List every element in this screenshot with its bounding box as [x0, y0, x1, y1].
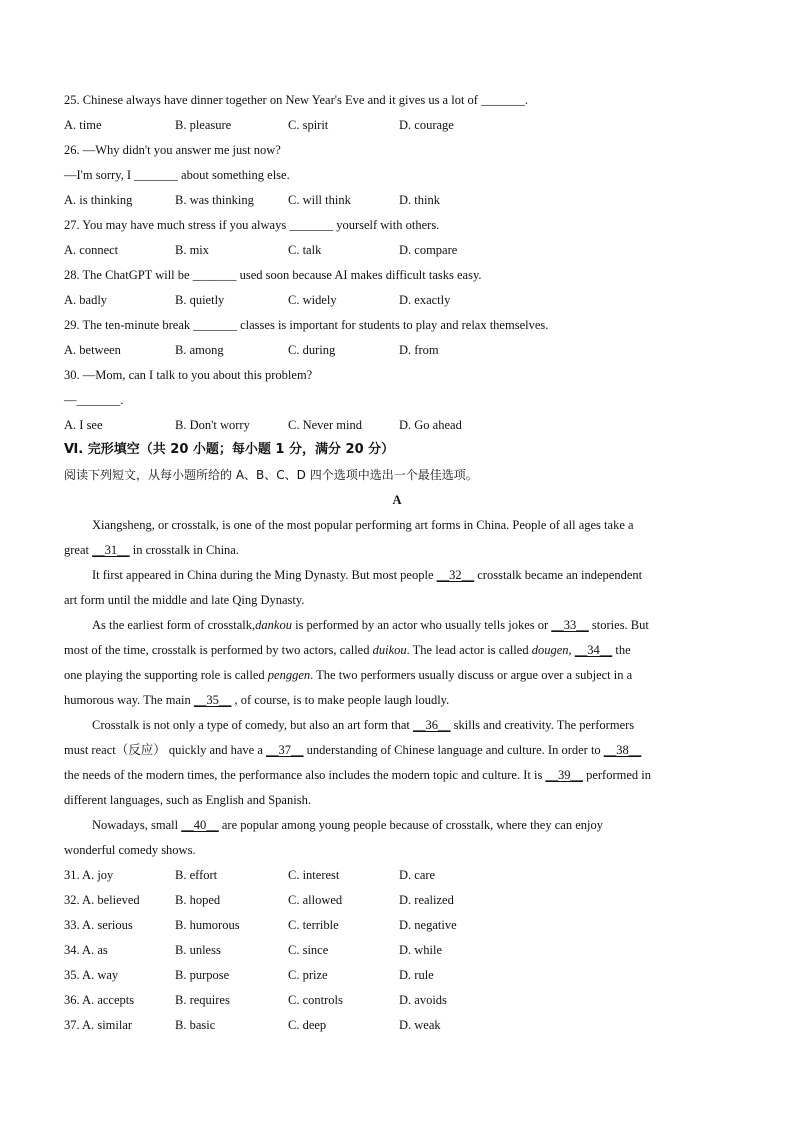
q35-option-c: C. prize — [288, 968, 328, 982]
question-29-stem: 29. The ten-minute break _______ classes is important for students to play and relax themselves. — [64, 318, 549, 332]
blank-35: __35__ — [193, 693, 232, 707]
q26-option-d: D. think — [399, 193, 440, 207]
passage-line: one playing the supporting role is called penggen. The two performers usually discuss or argue over a subject in a — [64, 668, 633, 682]
q36-option-a: 36. A. accepts — [64, 993, 135, 1007]
q32-option-c: C. allowed — [288, 893, 343, 907]
q32-option-a: 32. A. believed — [64, 893, 140, 907]
q32-option-d: D. realized — [399, 893, 454, 907]
q29-option-c: C. during — [288, 343, 336, 357]
passage-line: As the earliest form of crosstalk,dankou is performed by an actor who usually tells jokes or __33__ stories. But — [92, 618, 649, 632]
blank-33: __33__ — [551, 618, 589, 632]
q30-option-c: C. Never mind — [288, 418, 362, 432]
blank-39: __39__ — [545, 768, 583, 782]
blank-37: __37__ — [266, 743, 304, 757]
q25-option-c: C. spirit — [288, 118, 329, 132]
q33-option-a: 33. A. serious — [64, 918, 133, 932]
blank-40: __40__ — [181, 818, 219, 832]
q28-option-a: A. badly — [64, 293, 108, 307]
passage-line: great __31__ in crosstalk in China. — [64, 543, 239, 557]
section-heading: Ⅵ. 完形填空（共 20 小题；每小题 1 分，满分 20 分） — [64, 442, 395, 457]
q29-option-b: B. among — [175, 343, 224, 357]
passage-line: must react（反应） quickly and have a __37__ understanding of Chinese language and culture. In order to __38__ — [64, 743, 642, 757]
q26-option-b: B. was thinking — [175, 193, 254, 207]
blank-36: __36__ — [413, 718, 451, 732]
q29-option-a: A. between — [64, 343, 121, 357]
blank-32: __32__ — [436, 568, 475, 582]
q34-option-a: 34. A. as — [64, 943, 108, 957]
question-26-stem: 26. —Why didn't you answer me just now? — [64, 143, 281, 157]
question-30-stem: 30. —Mom, can I talk to you about this problem? — [64, 368, 313, 382]
question-26-stem-reply: —I'm sorry, I _______ about something else. — [64, 168, 290, 182]
q31-option-b: B. effort — [175, 868, 218, 882]
q25-option-b: B. pleasure — [175, 118, 232, 132]
q26-option-a: A. is thinking — [64, 193, 133, 207]
q31-option-a: 31. A. joy — [64, 868, 114, 882]
section-instruction: 阅读下列短文，从每小题所给的 A、B、C、D 四个选项中选出一个最佳选项。 — [64, 468, 478, 482]
passage-line: Crosstalk is not only a type of comedy, but also an art form that __36__ skills and creativity. The performers — [92, 718, 635, 732]
q35-option-a: 35. A. way — [64, 968, 119, 982]
question-25-stem: 25. Chinese always have dinner together on New Year's Eve and it gives us a lot of _______. — [64, 93, 528, 107]
q28-option-d: D. exactly — [399, 293, 451, 307]
q37-option-d: D. weak — [399, 1018, 441, 1032]
q35-option-b: B. purpose — [175, 968, 230, 982]
q26-option-c: C. will think — [288, 193, 351, 207]
q35-option-d: D. rule — [399, 968, 434, 982]
q34-option-d: D. while — [399, 943, 443, 957]
q34-option-c: C. since — [288, 943, 329, 957]
q27-option-b: B. mix — [175, 243, 210, 257]
question-27-stem: 27. You may have much stress if you always _______ yourself with others. — [64, 218, 440, 232]
q37-option-c: C. deep — [288, 1018, 327, 1032]
passage-line: It first appeared in China during the Ming Dynasty. But most people __32__ crosstalk became an independent — [92, 568, 643, 582]
q29-option-d: D. from — [399, 343, 439, 357]
q25-option-d: D. courage — [399, 118, 454, 132]
passage-line: Xiangsheng, or crosstalk, is one of the most popular performing art forms in China. People of all ages take a — [92, 518, 634, 532]
q33-option-c: C. terrible — [288, 918, 339, 932]
question-28-stem: 28. The ChatGPT will be _______ used soon because AI makes difficult tasks easy. — [64, 268, 482, 282]
q27-option-c: C. talk — [288, 243, 322, 257]
q27-option-d: D. compare — [399, 243, 458, 257]
passage-line: most of the time, crosstalk is performed by two actors, called duikou. The lead actor is called dougen, __34__ the — [64, 643, 631, 657]
q30-option-d: D. Go ahead — [399, 418, 462, 432]
passage-line: art form until the middle and late Qing Dynasty. — [64, 593, 305, 607]
passage-line: wonderful comedy shows. — [64, 843, 196, 857]
q25-option-a: A. time — [64, 118, 102, 132]
q36-option-c: C. controls — [288, 993, 343, 1007]
q32-option-b: B. hoped — [175, 893, 221, 907]
blank-34: __34__ — [574, 643, 613, 657]
passage-label: A — [392, 493, 402, 507]
q34-option-b: B. unless — [175, 943, 221, 957]
q30-option-a: A. I see — [64, 418, 103, 432]
passage-line: Nowadays, small __40__ are popular among young people because of crosstalk, where they can enjoy — [92, 818, 603, 832]
q37-option-a: 37. A. similar — [64, 1018, 133, 1032]
q36-option-d: D. avoids — [399, 993, 447, 1007]
q33-option-b: B. humorous — [175, 918, 240, 932]
q31-option-c: C. interest — [288, 868, 340, 882]
q30-option-b: B. Don't worry — [175, 418, 250, 432]
q28-option-c: C. widely — [288, 293, 337, 307]
q33-option-d: D. negative — [399, 918, 457, 932]
q27-option-a: A. connect — [64, 243, 119, 257]
blank-38: __38__ — [603, 743, 642, 757]
passage-line: the needs of the modern times, the performance also includes the modern topic and culture. It is __39__ performed in — [64, 768, 651, 782]
q36-option-b: B. requires — [175, 993, 230, 1007]
q37-option-b: B. basic — [175, 1018, 216, 1032]
question-30-stem-reply: —_______. — [64, 393, 124, 407]
passage-line: different languages, such as English and Spanish. — [64, 793, 311, 807]
blank-31: __31__ — [92, 543, 130, 557]
q31-option-d: D. care — [399, 868, 436, 882]
passage-line: humorous way. The main __35__ , of course, is to make people laugh loudly. — [64, 693, 450, 707]
q28-option-b: B. quietly — [175, 293, 225, 307]
